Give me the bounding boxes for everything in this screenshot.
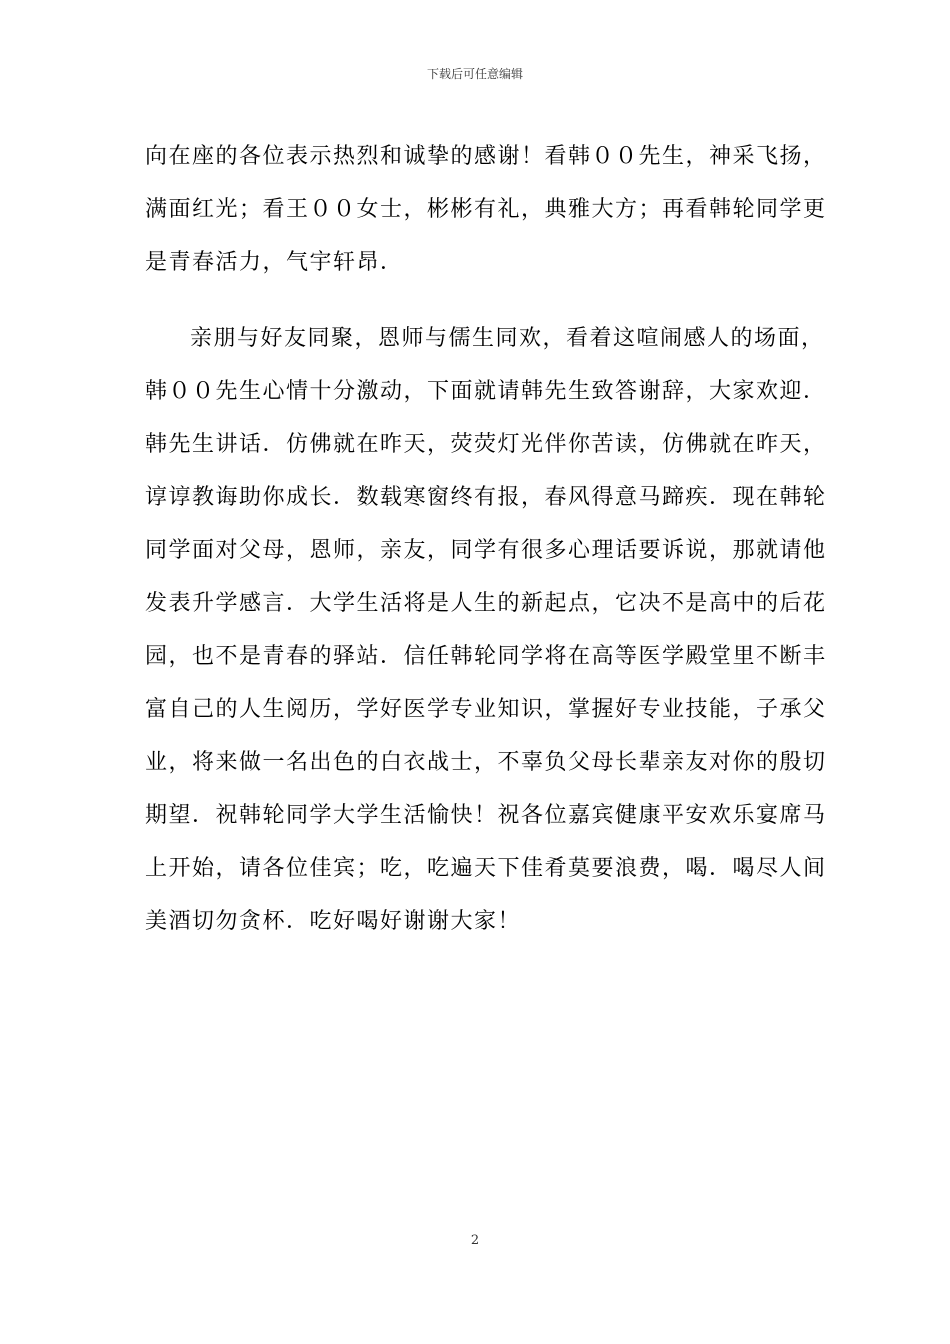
body-text [145,130,827,948]
text-line: 园，也不是青春的驿站．信任韩轮同学将在高等医学殿堂里不断丰 [145,644,827,669]
text-line: 上开始，请各位佳宾；吃，吃遍天下佳肴莫要浪费，喝．喝尽人间 [145,856,827,881]
text-line: 是青春活力，气宇轩昂． [145,250,404,275]
text-line: 韩先生讲话．仿佛就在昨天，荧荧灯光伴你苦读，仿佛就在昨天， [145,432,827,457]
text-line: 同学面对父母，恩师，亲友，同学有很多心理话要诉说，那就请他 [145,538,827,563]
page-number: 2 [470,1233,480,1248]
text-line: 亲朋与好友同聚，恩师与儒生同欢，看着这喧闹感人的场面， [190,326,825,351]
text-line: 期望．祝韩轮同学大学生活愉快！祝各位嘉宾健康平安欢乐宴席马 [145,803,827,828]
text-line: 发表升学感言．大学生活将是人生的新起点，它决不是高中的后花 [145,591,827,616]
text-line: 富自己的人生阅历，学好医学专业知识，掌握好专业技能，子承父 [145,697,827,722]
text-line: 谆谆教诲助你成长．数载寒窗终有报，春风得意马蹄疾．现在韩轮 [145,485,827,510]
header-note: 下载后可任意编辑 [426,67,523,81]
text-line: 业，将来做一名出色的白衣战士，不辜负父母长辈亲友对你的殷切 [145,750,827,775]
text-line: 美酒切勿贪杯．吃好喝好谢谢大家！ [145,909,522,934]
text-line: 向在座的各位表示热烈和诚挚的感谢！看韩００先生，神采飞扬， [145,144,827,169]
text-line: 满面红光；看王００女士，彬彬有礼，典雅大方；再看韩轮同学更 [145,197,827,222]
text-line: 韩００先生心情十分激动，下面就请韩先生致答谢辞，大家欢迎． [145,379,827,404]
